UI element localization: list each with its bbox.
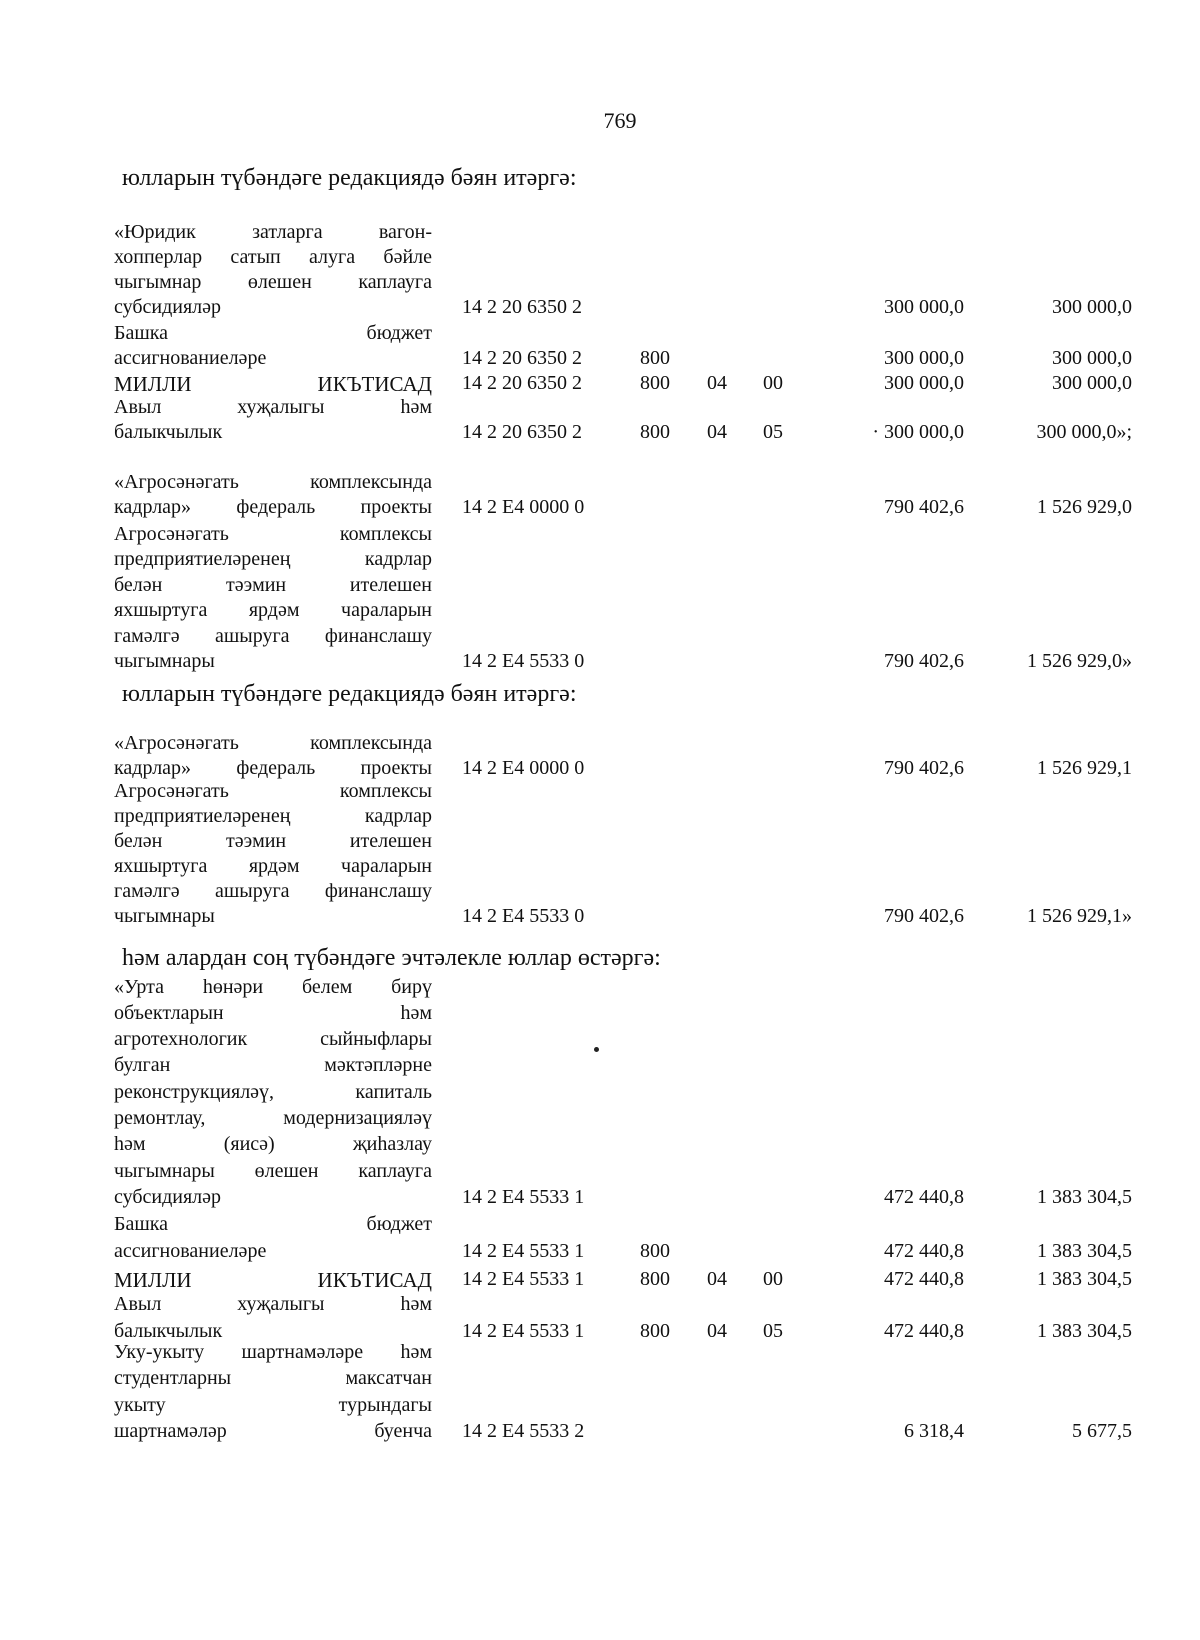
table-row xyxy=(0,396,1200,446)
amount-year-2: 1 526 929,1» xyxy=(1027,905,1132,927)
section-heading: юлларын түбәндәге редакциядә бәян итәргә: xyxy=(122,681,577,707)
amount-year-1: 300 000,0 xyxy=(884,372,964,394)
section-code: 04 xyxy=(707,421,727,443)
row-name-line: Авыл хуҗалыгы һәм xyxy=(114,1293,432,1315)
target-code: 14 2 Е4 0000 0 xyxy=(462,496,585,518)
expense-type: 800 xyxy=(640,421,670,443)
row-name-line: кадрлар» федераль проекты xyxy=(114,757,432,779)
expense-type: 800 xyxy=(640,1240,670,1262)
row-name-line: агротехнологик сыйныфлары xyxy=(114,1028,432,1051)
amount-year-2: 300 000,0 xyxy=(1052,347,1132,369)
target-code: 14 2 Е4 0000 0 xyxy=(462,757,585,779)
amount-year-1: 472 440,8 xyxy=(884,1240,964,1262)
subsection-code: 05 xyxy=(763,1320,783,1342)
target-code: 14 2 Е4 5533 1 xyxy=(462,1320,585,1342)
row-name-line: предприятиеләренең кадрлар xyxy=(114,805,432,827)
row-name-line: субсидияләр xyxy=(114,296,222,318)
target-code: 14 2 Е4 5533 1 xyxy=(462,1185,585,1208)
amount-year-2: 5 677,5 xyxy=(1072,1420,1132,1442)
table-row xyxy=(0,471,1200,521)
row-name-line: «Урта һөнәри белем бирү xyxy=(114,975,432,998)
table-row xyxy=(0,221,1200,321)
table-row xyxy=(0,1213,1200,1267)
row-name-line: «Юридик затларга вагон- xyxy=(114,221,432,243)
row-name-line: Агросәнәгать комплексы xyxy=(114,780,432,802)
target-code: 14 2 20 6350 2 xyxy=(462,421,582,443)
amount-year-1: 472 440,8 xyxy=(884,1268,964,1290)
row-name-line: укыту турындагы xyxy=(114,1393,432,1416)
row-name-line: чыгымнары xyxy=(114,650,215,672)
row-name-line: хопперлар сатып алуга бәйле xyxy=(114,246,432,268)
target-code: 14 2 Е4 5533 0 xyxy=(462,650,585,672)
amount-year-2: 1 383 304,5 xyxy=(1037,1185,1132,1208)
row-name-line: студентларны максатчан xyxy=(114,1367,432,1389)
row-name-line: реконструкцияләү, капиталь xyxy=(114,1080,432,1103)
table-row xyxy=(0,1268,1200,1293)
amount-year-2: 1 526 929,1 xyxy=(1037,757,1132,779)
row-name-line: чыгымнары өлешен каплауга xyxy=(114,1159,432,1182)
amount-year-1: 300 000,0 xyxy=(884,296,964,318)
amount-year-1: · 300 000,0 xyxy=(872,421,964,443)
amount-year-1: 472 440,8 xyxy=(884,1320,964,1342)
row-name-line: кадрлар» федераль проекты xyxy=(114,496,432,518)
row-name-line: субсидияләр xyxy=(114,1185,222,1208)
table-row xyxy=(0,732,1200,782)
target-code: 14 2 Е4 5533 0 xyxy=(462,905,585,927)
target-code: 14 2 Е4 5533 1 xyxy=(462,1240,585,1262)
amount-year-1: 790 402,6 xyxy=(884,650,964,672)
table-row xyxy=(0,372,1200,397)
row-name-line: Агросәнәгать комплексы xyxy=(114,522,432,545)
row-name-line: гамәлгә ашыруга финанслашу xyxy=(114,880,432,902)
section-heading: һәм алардан соң түбәндәге эчтәлекле юллар өстәргә: xyxy=(122,945,661,971)
amount-year-1: 790 402,6 xyxy=(884,905,964,927)
row-name-line: шартнамәләр буенча xyxy=(114,1420,432,1442)
section-code: 04 xyxy=(707,1320,727,1342)
section-code: 04 xyxy=(707,1268,727,1290)
row-name-line: ассигнованиеләре xyxy=(114,1240,267,1262)
row-name-line: «Агросәнәгать комплексында xyxy=(114,471,432,493)
page-number: 769 xyxy=(603,108,637,133)
row-name-line: гамәлгә ашыруга финанслашу xyxy=(114,624,432,647)
row-name-line: чыгымнар өлешен каплауга xyxy=(114,271,432,293)
section-code: 04 xyxy=(707,372,727,394)
target-code: 14 2 20 6350 2 xyxy=(462,347,582,369)
row-name-line: Башка бюджет xyxy=(114,1213,432,1235)
row-name-line: МИЛЛИ ИКЪТИСАД xyxy=(114,1268,432,1292)
row-name-line: Авыл хуҗалыгы һәм xyxy=(114,396,432,418)
row-name-line: яхшыртуга ярдәм чараларын xyxy=(114,855,432,877)
row-name-line: белән тәэмин ителешен xyxy=(114,830,432,852)
amount-year-2: 300 000,0 xyxy=(1052,372,1132,394)
amount-year-2: 1 526 929,0» xyxy=(1027,650,1132,672)
row-name-line: балыкчылык xyxy=(114,421,223,443)
row-name-line: булган мәктәпләрне xyxy=(114,1054,432,1077)
row-name-line: яхшыртуга ярдәм чараларын xyxy=(114,599,432,621)
table-row xyxy=(0,780,1200,930)
amount-year-1: 790 402,6 xyxy=(884,757,964,779)
row-name-line: Уку-укыту шартнамәләре һәм xyxy=(114,1340,432,1363)
row-name-line: «Агросәнәгать комплексында xyxy=(114,732,432,754)
scan-speck xyxy=(594,1047,599,1052)
amount-year-1: 472 440,8 xyxy=(884,1185,964,1208)
table-row xyxy=(0,322,1200,372)
row-name-line: объектларын һәм xyxy=(114,1001,432,1024)
expense-type: 800 xyxy=(640,1268,670,1290)
amount-year-2: 1 383 304,5 xyxy=(1037,1320,1132,1342)
row-name-line: ремонтлау, модернизацияләү xyxy=(114,1107,432,1130)
target-code: 14 2 Е4 5533 1 xyxy=(462,1268,585,1290)
expense-type: 800 xyxy=(640,1320,670,1342)
amount-year-2: 1 526 929,0 xyxy=(1037,496,1132,518)
row-name-line: МИЛЛИ ИКЪТИСАД xyxy=(114,372,432,396)
table-row xyxy=(0,523,1200,676)
row-name-line: ассигнованиеләре xyxy=(114,347,267,369)
table-row xyxy=(0,1341,1200,1447)
amount-year-2: 300 000,0»; xyxy=(1036,421,1132,443)
subsection-code: 05 xyxy=(763,421,783,443)
row-name-line: чыгымнары xyxy=(114,905,215,927)
row-name-line: белән тәэмин ителешен xyxy=(114,573,432,596)
section-heading: юлларын түбәндәге редакциядә бәян итәргә: xyxy=(122,165,577,191)
row-name-line: һәм (яисә) җиһазлау xyxy=(114,1133,432,1156)
target-code: 14 2 Е4 5533 2 xyxy=(462,1420,585,1442)
amount-year-2: 1 383 304,5 xyxy=(1037,1268,1132,1290)
target-code: 14 2 20 6350 2 xyxy=(462,372,582,394)
expense-type: 800 xyxy=(640,347,670,369)
table-row xyxy=(0,1293,1200,1347)
subsection-code: 00 xyxy=(763,1268,783,1290)
row-name-line: Башка бюджет xyxy=(114,322,432,344)
expense-type: 800 xyxy=(640,372,670,394)
amount-year-1: 300 000,0 xyxy=(884,347,964,369)
table-row xyxy=(0,976,1200,1213)
row-name-line: предприятиеләренең кадрлар xyxy=(114,548,432,570)
amount-year-1: 6 318,4 xyxy=(904,1420,964,1442)
target-code: 14 2 20 6350 2 xyxy=(462,296,582,318)
subsection-code: 00 xyxy=(763,372,783,394)
row-name-line: балыкчылык xyxy=(114,1320,223,1342)
amount-year-1: 790 402,6 xyxy=(884,496,964,518)
amount-year-2: 300 000,0 xyxy=(1052,296,1132,318)
amount-year-2: 1 383 304,5 xyxy=(1037,1240,1132,1262)
